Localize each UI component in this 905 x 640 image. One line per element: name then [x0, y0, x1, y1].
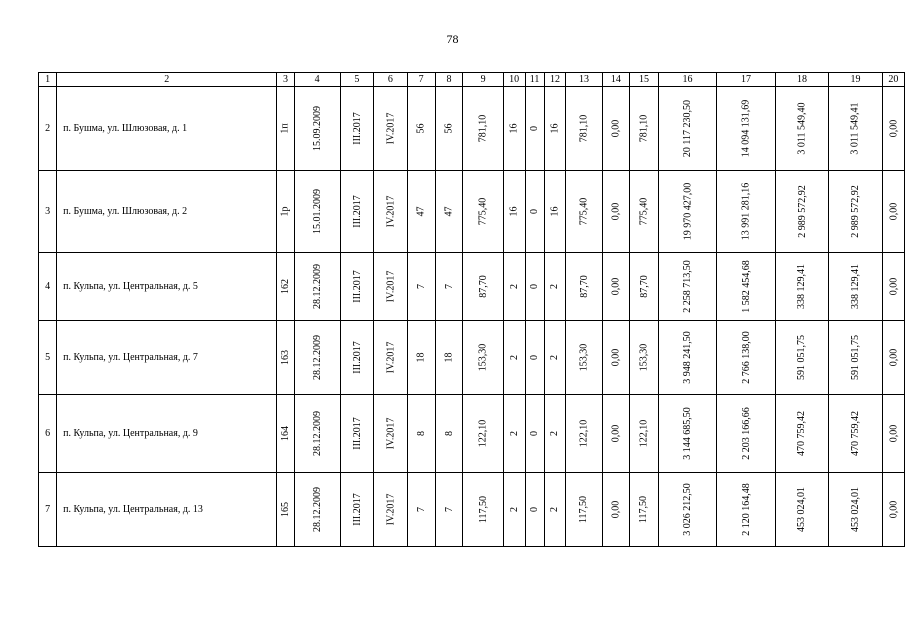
table-cell — [525, 321, 544, 395]
table-cell — [544, 473, 566, 547]
cell-text: 18 — [415, 352, 427, 363]
table-cell — [407, 253, 435, 321]
table-cell — [277, 253, 294, 321]
table-cell — [525, 253, 544, 321]
cell-text: IV.2017 — [384, 493, 396, 526]
table-cell — [435, 87, 463, 171]
table-cell — [775, 87, 829, 171]
table-cell — [407, 171, 435, 253]
table-cell — [407, 473, 435, 547]
cell-text: 1р — [279, 206, 291, 217]
cell-text: 3 144 685,50 — [681, 407, 693, 460]
cell-text: III.2017 — [351, 341, 363, 374]
column-header: 6 — [374, 73, 408, 87]
table-cell: 6 — [39, 395, 57, 473]
column-header: 13 — [566, 73, 602, 87]
column-header: 7 — [407, 73, 435, 87]
address-cell: п. Кульпа, ул. Центральная, д. 5 — [57, 253, 277, 321]
cell-text: 781,10 — [477, 114, 489, 143]
cell-text: 0,00 — [610, 119, 622, 138]
cell-text: 20 117 230,50 — [681, 99, 693, 158]
cell-text: 338 129,41 — [849, 264, 861, 309]
column-header: 9 — [463, 73, 503, 87]
table-cell — [775, 395, 829, 473]
table-cell: 7 — [39, 473, 57, 547]
cell-text: 28.12.2009 — [311, 335, 323, 380]
column-header: 14 — [602, 73, 630, 87]
column-header: 1 — [39, 73, 57, 87]
column-header: 10 — [503, 73, 525, 87]
table-cell — [463, 473, 503, 547]
table-cell — [658, 253, 717, 321]
cell-text: 453 024,01 — [796, 487, 808, 532]
table-cell — [294, 253, 340, 321]
table-cell: 2 — [39, 87, 57, 171]
cell-text: 163 — [279, 350, 291, 365]
cell-text: 2 — [508, 507, 520, 512]
cell-text: 13 991 281,16 — [740, 182, 752, 241]
table-cell — [294, 395, 340, 473]
table-cell — [435, 171, 463, 253]
table-cell — [503, 473, 525, 547]
cell-text: 56 — [443, 123, 455, 134]
table-cell — [658, 87, 717, 171]
cell-text: 153,30 — [477, 343, 489, 372]
table-cell — [566, 253, 602, 321]
table-cell — [658, 395, 717, 473]
cell-text: 0,00 — [610, 202, 622, 221]
table-cell — [294, 473, 340, 547]
table-cell — [882, 473, 904, 547]
column-header: 11 — [525, 73, 544, 87]
cell-text: 14 094 131,69 — [740, 99, 752, 158]
cell-text: 153,30 — [638, 343, 650, 372]
table-cell — [463, 253, 503, 321]
table-cell — [374, 253, 408, 321]
column-header: 5 — [340, 73, 374, 87]
table-cell — [374, 473, 408, 547]
cell-text: 2 — [508, 284, 520, 289]
cell-text: 0,00 — [610, 424, 622, 443]
table-cell — [407, 87, 435, 171]
cell-text: 7 — [415, 507, 427, 512]
column-header: 18 — [775, 73, 829, 87]
table-cell — [566, 87, 602, 171]
column-header: 20 — [882, 73, 904, 87]
header-row — [39, 73, 905, 87]
cell-text: 117,50 — [638, 495, 650, 524]
cell-text: 470 759,42 — [849, 411, 861, 456]
column-header: 17 — [717, 73, 776, 87]
address-cell: п. Кульпа, ул. Центральная, д. 7 — [57, 321, 277, 395]
table-cell — [602, 473, 630, 547]
cell-text: 470 759,42 — [796, 411, 808, 456]
table-cell — [717, 87, 776, 171]
cell-text: 781,10 — [578, 114, 590, 143]
table-cell — [525, 87, 544, 171]
cell-text: 1 582 454,68 — [740, 260, 752, 313]
table-cell — [435, 395, 463, 473]
cell-text: 7 — [443, 284, 455, 289]
table-cell — [340, 253, 374, 321]
table-cell: 4 — [39, 253, 57, 321]
table-cell: 5 — [39, 321, 57, 395]
cell-text: 16 — [508, 206, 520, 217]
cell-text: 2 — [549, 507, 561, 512]
cell-text: 0,00 — [610, 348, 622, 367]
table-cell — [340, 395, 374, 473]
cell-text: 56 — [415, 123, 427, 134]
table-cell — [340, 87, 374, 171]
cell-text: 2 766 138,00 — [740, 331, 752, 384]
cell-text: IV.2017 — [384, 417, 396, 450]
table-cell — [717, 321, 776, 395]
cell-text: 2 258 713,50 — [681, 260, 693, 313]
cell-text: 591 051,75 — [849, 335, 861, 380]
table-cell — [630, 171, 659, 253]
cell-text: IV.2017 — [384, 195, 396, 228]
column-header: 12 — [544, 73, 566, 87]
cell-text: 0 — [529, 507, 541, 512]
table-cell — [882, 395, 904, 473]
table-cell — [658, 473, 717, 547]
page-number: 78 — [446, 32, 459, 46]
table-cell — [340, 321, 374, 395]
cell-text: 8 — [415, 431, 427, 436]
table-cell — [544, 87, 566, 171]
column-header: 8 — [435, 73, 463, 87]
table-cell — [717, 253, 776, 321]
table-cell — [374, 395, 408, 473]
cell-text: 16 — [549, 123, 561, 134]
address-cell: п. Бушма, ул. Шлюзовая, д. 1 — [57, 87, 277, 171]
table-cell — [463, 321, 503, 395]
table-cell — [602, 171, 630, 253]
data-table — [38, 72, 905, 547]
cell-text: 8 — [443, 431, 455, 436]
cell-text: 16 — [549, 206, 561, 217]
cell-text: 0,00 — [610, 277, 622, 296]
cell-text: IV.2017 — [384, 341, 396, 374]
table-cell — [407, 395, 435, 473]
table-cell — [829, 321, 883, 395]
cell-text: 2 989 572,92 — [796, 185, 808, 238]
column-header: 19 — [829, 73, 883, 87]
cell-text: 117,50 — [578, 495, 590, 524]
table-cell — [294, 171, 340, 253]
table-cell — [602, 321, 630, 395]
table-cell — [463, 87, 503, 171]
table-cell — [503, 87, 525, 171]
cell-text: 775,40 — [578, 197, 590, 226]
table-cell — [630, 253, 659, 321]
table-cell — [717, 473, 776, 547]
table-cell — [294, 87, 340, 171]
cell-text: IV.2017 — [384, 270, 396, 303]
cell-text: 0 — [529, 284, 541, 289]
table-cell — [882, 87, 904, 171]
table-cell — [503, 395, 525, 473]
table-cell — [525, 473, 544, 547]
table-cell — [525, 395, 544, 473]
cell-text: 2 — [549, 431, 561, 436]
table-cell — [544, 321, 566, 395]
cell-text: 122,10 — [638, 419, 650, 448]
table-cell — [566, 395, 602, 473]
cell-text: 3 948 241,50 — [681, 331, 693, 384]
table-cell — [717, 395, 776, 473]
table-cell — [882, 171, 904, 253]
table-cell — [544, 171, 566, 253]
cell-text: 7 — [415, 284, 427, 289]
table-cell — [503, 171, 525, 253]
cell-text: 2 989 572,92 — [849, 185, 861, 238]
cell-text: 0,00 — [887, 500, 899, 519]
table-cell — [602, 87, 630, 171]
cell-text: 165 — [279, 502, 291, 517]
cell-text: 87,70 — [578, 275, 590, 298]
cell-text: 153,30 — [578, 343, 590, 372]
cell-text: 0 — [529, 126, 541, 131]
table-cell — [658, 321, 717, 395]
table-cell — [294, 321, 340, 395]
cell-text: 338 129,41 — [796, 264, 808, 309]
table-row — [39, 321, 905, 395]
cell-text: 591 051,75 — [796, 335, 808, 380]
table-cell — [544, 395, 566, 473]
cell-text: 2 — [549, 355, 561, 360]
cell-text: 122,10 — [578, 419, 590, 448]
column-header: 4 — [294, 73, 340, 87]
table-cell — [829, 87, 883, 171]
address-cell: п. Кульпа, ул. Центральная, д. 13 — [57, 473, 277, 547]
table-cell — [277, 321, 294, 395]
cell-text: 28.12.2009 — [311, 264, 323, 309]
table-row — [39, 395, 905, 473]
cell-text: 0,00 — [887, 424, 899, 443]
table-cell — [775, 171, 829, 253]
cell-text: 0 — [529, 431, 541, 436]
table-cell — [374, 87, 408, 171]
table-cell — [407, 321, 435, 395]
cell-text: 2 — [508, 355, 520, 360]
table-cell — [717, 171, 776, 253]
cell-text: 2 120 164,48 — [740, 483, 752, 536]
cell-text: 3 026 212,50 — [681, 483, 693, 536]
cell-text: 7 — [443, 507, 455, 512]
table-cell — [544, 253, 566, 321]
table-cell — [340, 473, 374, 547]
cell-text: 3 011 549,41 — [849, 102, 861, 155]
table-cell — [566, 171, 602, 253]
cell-text: IV.2017 — [384, 112, 396, 145]
cell-text: 28.12.2009 — [311, 411, 323, 456]
cell-text: 0,00 — [887, 277, 899, 296]
table-cell — [630, 395, 659, 473]
cell-text: 162 — [279, 279, 291, 294]
cell-text: III.2017 — [351, 270, 363, 303]
table-cell — [658, 171, 717, 253]
table-cell — [630, 87, 659, 171]
table-cell — [277, 171, 294, 253]
table-cell — [829, 395, 883, 473]
cell-text: 117,50 — [477, 495, 489, 524]
cell-text: 0,00 — [610, 500, 622, 519]
table-cell — [435, 473, 463, 547]
table-cell — [829, 171, 883, 253]
cell-text: 0 — [529, 355, 541, 360]
cell-text: 453 024,01 — [849, 487, 861, 532]
cell-text: 87,70 — [638, 275, 650, 298]
cell-text: 164 — [279, 426, 291, 441]
cell-text: 0,00 — [887, 202, 899, 221]
cell-text: 87,70 — [477, 275, 489, 298]
address-cell: п. Бушма, ул. Шлюзовая, д. 2 — [57, 171, 277, 253]
cell-text: 16 — [508, 123, 520, 134]
table-cell — [463, 171, 503, 253]
table-cell — [775, 473, 829, 547]
column-header: 2 — [57, 73, 277, 87]
table-cell — [435, 253, 463, 321]
table-cell — [374, 171, 408, 253]
table-cell — [775, 253, 829, 321]
cell-text: 2 — [549, 284, 561, 289]
table-cell — [503, 253, 525, 321]
table-cell — [829, 253, 883, 321]
cell-text: 15.01.2009 — [311, 189, 323, 234]
table-row — [39, 171, 905, 253]
table-cell — [829, 473, 883, 547]
cell-text: 15.09.2009 — [311, 106, 323, 151]
cell-text: 3 011 549,40 — [796, 102, 808, 155]
table-cell — [566, 473, 602, 547]
cell-text: 2 203 166,66 — [740, 407, 752, 460]
table-cell — [525, 171, 544, 253]
column-header: 16 — [658, 73, 717, 87]
cell-text: 0,00 — [887, 348, 899, 367]
cell-text: III.2017 — [351, 195, 363, 228]
table-cell — [340, 171, 374, 253]
cell-text: 775,40 — [477, 197, 489, 226]
table-cell — [277, 87, 294, 171]
cell-text: 781,10 — [638, 114, 650, 143]
cell-text: 28.12.2009 — [311, 487, 323, 532]
cell-text: 47 — [415, 206, 427, 217]
table-cell — [882, 321, 904, 395]
table-cell — [630, 321, 659, 395]
column-header: 15 — [630, 73, 659, 87]
table-cell — [602, 395, 630, 473]
table-cell — [566, 321, 602, 395]
table-cell — [602, 253, 630, 321]
table-cell — [435, 321, 463, 395]
cell-text: III.2017 — [351, 417, 363, 450]
table-cell — [277, 395, 294, 473]
table-cell — [463, 395, 503, 473]
cell-text: 2 — [508, 431, 520, 436]
address-cell: п. Кульпа, ул. Центральная, д. 9 — [57, 395, 277, 473]
table-row — [39, 87, 905, 171]
cell-text: 775,40 — [638, 197, 650, 226]
cell-text: 47 — [443, 206, 455, 217]
table-row — [39, 253, 905, 321]
cell-text: 1п — [279, 123, 291, 134]
cell-text: 19 970 427,00 — [681, 182, 693, 241]
cell-text: 0,00 — [887, 119, 899, 138]
table-cell — [882, 253, 904, 321]
cell-text: 0 — [529, 209, 541, 214]
table-cell: 3 — [39, 171, 57, 253]
table-cell — [630, 473, 659, 547]
cell-text: III.2017 — [351, 112, 363, 145]
table-cell — [775, 321, 829, 395]
cell-text: III.2017 — [351, 493, 363, 526]
cell-text: 18 — [443, 352, 455, 363]
table-cell — [277, 473, 294, 547]
column-header: 3 — [277, 73, 294, 87]
table-cell — [374, 321, 408, 395]
table-cell — [503, 321, 525, 395]
cell-text: 122,10 — [477, 419, 489, 448]
table-row — [39, 473, 905, 547]
